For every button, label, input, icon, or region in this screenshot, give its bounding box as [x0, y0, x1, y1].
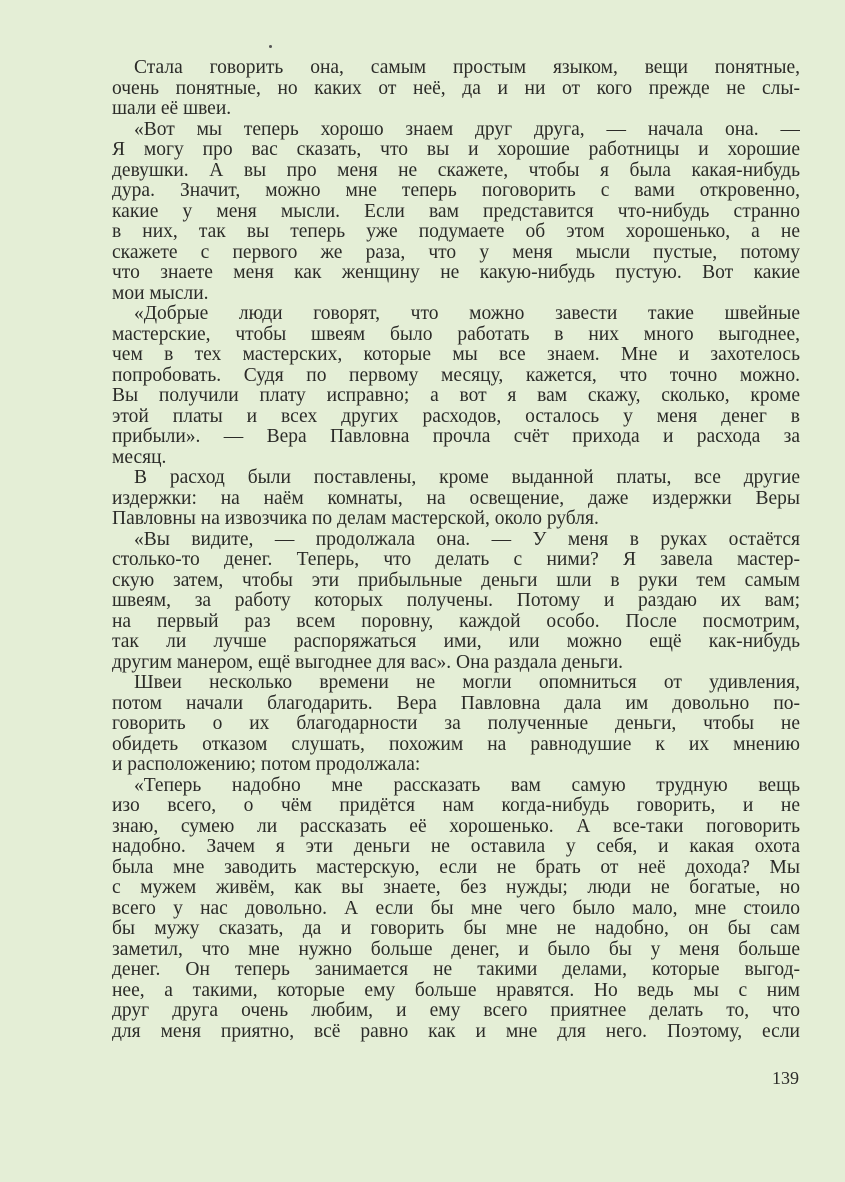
- text-line: «Добрые люди говорят, что можно завести такие швейные: [134, 304, 800, 324]
- text-line: «Теперь надобно мне рассказать вам самую трудную вещь: [134, 775, 800, 796]
- text-line: скую затем, чтобы эти прибыльные деньги шли в руки тем самым: [112, 570, 800, 591]
- text-line: заметил, что мне нужно больше денег, и было бы у меня больше: [112, 939, 800, 960]
- text-line: Швеи несколько времени не могли опомниться от удивления,: [134, 673, 800, 693]
- text-line: бы мужу сказать, да и говорить бы мне не надобно, он бы сам: [112, 919, 800, 939]
- paragraph: [112, 468, 800, 530]
- text-line: швеям, за работу которых получены. Потому и раздаю их вам;: [112, 591, 800, 611]
- text-line: и расположению; потом продолжала:: [112, 755, 421, 775]
- text-line: всего у нас довольно. А если бы мне чего было мало, мне стоило: [112, 898, 800, 919]
- paragraph: [112, 120, 800, 305]
- text-line: потом начали благодарить. Вера Павловна дала им довольно по-: [112, 693, 800, 714]
- text-line: так ли лучше распоряжаться ими, или можно ещё как-нибудь: [112, 632, 800, 652]
- text-line: девушки. А вы про меня не скажете, чтобы я была какая-нибудь: [112, 160, 800, 181]
- text-line: Стала говорить она, самым простым языком, вещи понятные,: [134, 58, 800, 78]
- text-line: была мне заводить мастерскую, если не брать от неё дохода? Мы: [112, 857, 800, 878]
- text-line: чем в тех мастерских, которые мы все знаем. Мне и захотелось: [112, 345, 800, 365]
- page-number: 139: [772, 1068, 799, 1088]
- text-line: издержки: на наём комнаты, на освещение, даже издержки Веры: [112, 488, 800, 509]
- text-line: говорить о их благодарности за полученные деньги, чтобы не: [112, 714, 800, 734]
- paragraph: [112, 530, 800, 674]
- text-line: обидеть отказом слушать, похожим на равнодушие к их мнению: [112, 734, 800, 755]
- text-line: что знаете меня как женщину не какую-нибудь пустую. Вот какие: [112, 263, 800, 283]
- text-line: в них, так вы теперь уже подумаете об этом хорошенько, а не: [112, 222, 800, 242]
- text-line: этой платы и всех других расходов, осталось у меня денег в: [112, 406, 800, 427]
- text-line: Павловны на извозчика по делам мастерской, около рубля.: [112, 509, 599, 529]
- book-page-text: [112, 58, 800, 1042]
- text-line: другим манером, ещё выгоднее для вас». Она раздала деньги.: [112, 652, 624, 673]
- text-line: шали её швеи.: [112, 99, 232, 119]
- text-line: месяц.: [112, 447, 167, 468]
- text-line: очень понятные, но каких от неё, да и ни от кого прежде не слы-: [112, 78, 800, 99]
- paragraph: [112, 673, 800, 776]
- text-line: нее, а такими, которые ему больше нравятся. Но ведь мы с ним: [112, 980, 800, 1001]
- text-line: надобно. Зачем я эти деньги не оставила у себя, и какая охота: [112, 837, 800, 857]
- text-line: с мужем живём, как вы знаете, без нужды; люди не богатые, но: [112, 878, 800, 898]
- text-line: «Вы видите, — продолжала она. — У меня в руках остаётся: [134, 529, 800, 550]
- text-line: «Вот мы теперь хорошо знаем друг друга, — начала она. —: [134, 119, 800, 140]
- text-line: столько-то денег. Теперь, что делать с ними? Я завела мастер-: [112, 550, 800, 570]
- text-line: прибыли». — Вера Павловна прочла счёт прихода и расхода за: [112, 427, 800, 447]
- text-line: попробовать. Судя по первому месяцу, кажется, что точно можно.: [112, 365, 800, 386]
- text-line: мастерские, чтобы швеям было работать в них много выгоднее,: [112, 324, 800, 345]
- text-line: денег. Он теперь занимается не такими делами, которые выгод-: [112, 960, 800, 980]
- text-line: для меня приятно, всё равно как и мне для него. Поэтому, если: [112, 1021, 800, 1042]
- text-line: какие у меня мысли. Если вам представится что-нибудь странно: [112, 201, 800, 222]
- paragraph: [112, 776, 800, 1043]
- paragraph: [112, 58, 800, 120]
- text-line: скажете с первого же раза, что у меня мысли пустые, потому: [112, 242, 800, 263]
- text-line: дура. Значит, можно мне теперь поговорить с вами откровенно,: [112, 181, 800, 201]
- text-line: В расход были поставлены, кроме выданной платы, все другие: [134, 468, 800, 488]
- text-line: друг друга очень любим, и ему всего приятнее делать то, что: [112, 1001, 800, 1021]
- text-line: на первый раз всем поровну, каждой особо. После посмотрим,: [112, 611, 800, 632]
- text-line: Я могу про вас сказать, что вы и хорошие работницы и хорошие: [112, 140, 800, 160]
- text-line: знаю, сумею ли рассказать её хорошенько. А все-таки поговорить: [112, 816, 800, 837]
- text-line: мои мысли.: [112, 283, 209, 304]
- paragraph: [112, 304, 800, 468]
- text-line: изо всего, о чём придётся нам когда-нибудь говорить, и не: [112, 796, 800, 816]
- text-line: Вы получили плату исправно; а вот я вам скажу, сколько, кроме: [112, 386, 800, 406]
- print-speck: [269, 45, 272, 48]
